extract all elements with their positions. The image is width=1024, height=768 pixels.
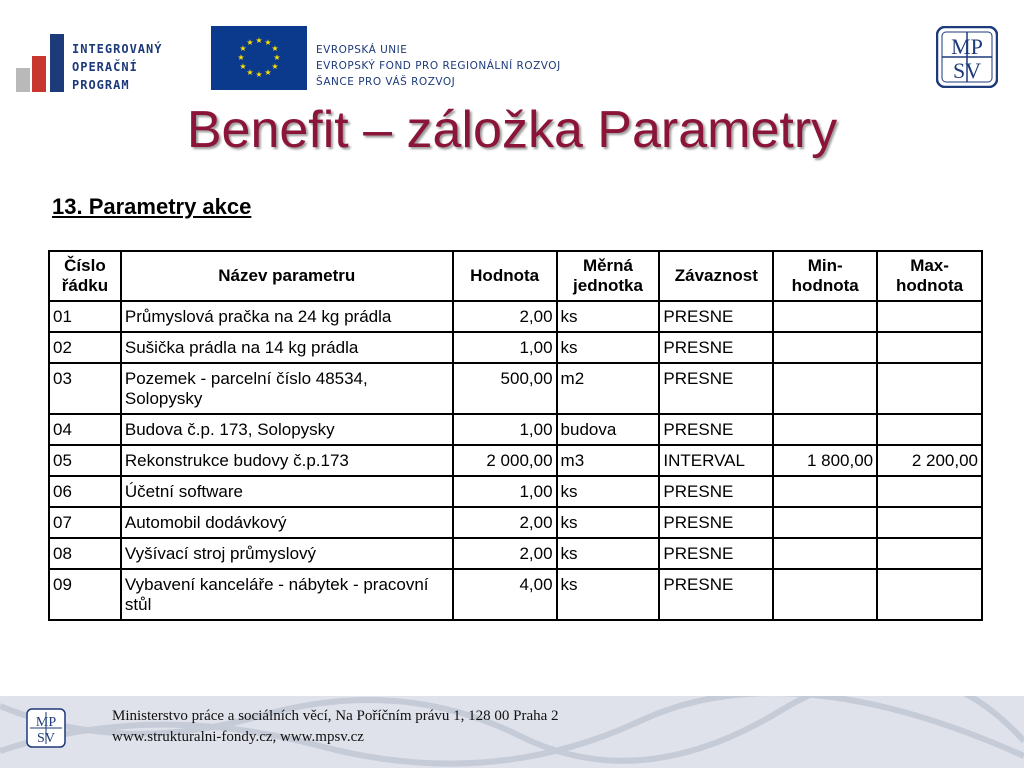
- cell-min: [773, 301, 877, 332]
- svg-text:★: ★: [239, 44, 247, 53]
- cell-max: [877, 538, 982, 569]
- table-row: [49, 332, 982, 363]
- cell-zavaznost: PRESNE: [659, 569, 773, 620]
- header-max: Max- hodnota: [877, 251, 982, 301]
- header-hodnota: Hodnota: [453, 251, 557, 301]
- header-min: Min- hodnota: [773, 251, 877, 301]
- cell-min: [773, 569, 877, 620]
- mpsv-logo-top: MP: [951, 34, 983, 59]
- mpsv-logo: [936, 26, 998, 88]
- table-row: [49, 445, 982, 476]
- eu-text-line: EVROPSKÁ UNIE: [316, 44, 408, 56]
- cell-nazev: Automobil dodávkový: [121, 507, 453, 538]
- cell-nazev: Sušička prádla na 14 kg prádla: [121, 332, 453, 363]
- cell-jednotka: m2: [557, 363, 660, 414]
- cell-nazev: Vybavení kanceláře - nábytek - pracovní stůl: [121, 569, 453, 620]
- table-row: [49, 414, 982, 445]
- table-row: [49, 507, 982, 538]
- mpsv-logo-bottom: SV: [952, 58, 982, 83]
- svg-text:★: ★: [239, 62, 247, 71]
- footer-address: Ministerstvo práce a sociálních věcí, Na Poříčním právu 1, 128 00 Praha 2: [112, 708, 559, 724]
- eu-text-line: ŠANCE PRO VÁŠ ROZVOJ: [316, 76, 456, 88]
- iop-logo-line: PROGRAM: [72, 78, 130, 92]
- cell-min: [773, 414, 877, 445]
- footer-links: www.strukturalni-fondy.cz, www.mpsv.cz: [112, 729, 364, 745]
- cell-cislo: 03: [49, 363, 121, 414]
- svg-text:★: ★: [246, 68, 254, 77]
- page-title: Benefit – záložka Parametry: [186, 101, 838, 159]
- table-header-row: [49, 251, 982, 301]
- svg-text:★: ★: [271, 62, 279, 71]
- table-row: [49, 538, 982, 569]
- cell-jednotka: ks: [557, 507, 660, 538]
- table-row: [49, 363, 982, 414]
- cell-max: [877, 476, 982, 507]
- cell-zavaznost: PRESNE: [659, 363, 773, 414]
- cell-min: 1 800,00: [773, 445, 877, 476]
- cell-hodnota: 2,00: [453, 538, 557, 569]
- cell-cislo: 05: [49, 445, 121, 476]
- cell-cislo: 09: [49, 569, 121, 620]
- footer-logo-top: MP: [35, 715, 57, 730]
- svg-text:★: ★: [264, 38, 272, 47]
- svg-text:★: ★: [237, 53, 245, 62]
- cell-nazev: Průmyslová pračka na 24 kg prádla: [121, 301, 453, 332]
- cell-min: [773, 538, 877, 569]
- svg-text:★: ★: [273, 53, 281, 62]
- cell-zavaznost: PRESNE: [659, 301, 773, 332]
- svg-text:★: ★: [255, 36, 263, 45]
- cell-hodnota: 2,00: [453, 301, 557, 332]
- svg-text:★: ★: [264, 68, 272, 77]
- header-cislo: Číslo řádku: [49, 251, 121, 301]
- header-jednotka: Měrná jednotka: [557, 251, 660, 301]
- iop-logo-line: INTEGROVANÝ: [72, 42, 163, 56]
- iop-bars-icon: [16, 26, 64, 92]
- cell-max: [877, 332, 982, 363]
- cell-max: 2 200,00: [877, 445, 982, 476]
- cell-hodnota: 500,00: [453, 363, 557, 414]
- cell-max: [877, 301, 982, 332]
- cell-max: [877, 363, 982, 414]
- cell-max: [877, 569, 982, 620]
- cell-cislo: 07: [49, 507, 121, 538]
- cell-min: [773, 363, 877, 414]
- cell-hodnota: 1,00: [453, 414, 557, 445]
- cell-jednotka: ks: [557, 538, 660, 569]
- cell-zavaznost: PRESNE: [659, 476, 773, 507]
- cell-zavaznost: PRESNE: [659, 332, 773, 363]
- table-row: [49, 476, 982, 507]
- cell-min: [773, 507, 877, 538]
- eu-text: [316, 42, 561, 90]
- header-zavaznost: Závaznost: [659, 251, 773, 301]
- cell-cislo: 06: [49, 476, 121, 507]
- iop-logo-text: [72, 40, 162, 94]
- cell-cislo: 01: [49, 301, 121, 332]
- cell-cislo: 08: [49, 538, 121, 569]
- iop-logo-line: OPERAČNÍ: [72, 60, 138, 74]
- table-row: [49, 569, 982, 620]
- cell-min: [773, 476, 877, 507]
- cell-hodnota: 2,00: [453, 507, 557, 538]
- cell-max: [877, 414, 982, 445]
- cell-jednotka: ks: [557, 332, 660, 363]
- footer-logo-bottom: SV: [37, 731, 55, 746]
- svg-text:★: ★: [271, 44, 279, 53]
- cell-hodnota: 4,00: [453, 569, 557, 620]
- section-title: 13. Parametry akce: [52, 194, 252, 219]
- cell-jednotka: ks: [557, 569, 660, 620]
- parameters-table: [48, 250, 983, 621]
- cell-nazev: Rekonstrukce budovy č.p.173: [121, 445, 453, 476]
- cell-min: [773, 332, 877, 363]
- svg-text:★: ★: [255, 70, 263, 79]
- cell-nazev: Účetní software: [121, 476, 453, 507]
- footer-text: [112, 706, 559, 748]
- footer: [0, 696, 1024, 768]
- cell-zavaznost: PRESNE: [659, 507, 773, 538]
- cell-nazev: Vyšívací stroj průmyslový: [121, 538, 453, 569]
- header-nazev: Název parametru: [121, 251, 453, 301]
- cell-hodnota: 2 000,00: [453, 445, 557, 476]
- cell-zavaznost: INTERVAL: [659, 445, 773, 476]
- table-row: [49, 301, 982, 332]
- cell-hodnota: 1,00: [453, 476, 557, 507]
- cell-nazev: Pozemek - parcelní číslo 48534, Solopysky: [121, 363, 453, 414]
- cell-zavaznost: PRESNE: [659, 414, 773, 445]
- iop-logo: [16, 26, 181, 92]
- cell-jednotka: ks: [557, 301, 660, 332]
- footer-mpsv-logo: [26, 708, 66, 748]
- cell-jednotka: m3: [557, 445, 660, 476]
- cell-zavaznost: PRESNE: [659, 538, 773, 569]
- cell-nazev: Budova č.p. 173, Solopysky: [121, 414, 453, 445]
- cell-jednotka: ks: [557, 476, 660, 507]
- cell-max: [877, 507, 982, 538]
- cell-cislo: 02: [49, 332, 121, 363]
- cell-jednotka: budova: [557, 414, 660, 445]
- svg-text:★: ★: [246, 38, 254, 47]
- eu-text-line: EVROPSKÝ FOND PRO REGIONÁLNÍ ROZVOJ: [316, 60, 561, 72]
- eu-flag-icon: [211, 26, 307, 90]
- cell-cislo: 04: [49, 414, 121, 445]
- cell-hodnota: 1,00: [453, 332, 557, 363]
